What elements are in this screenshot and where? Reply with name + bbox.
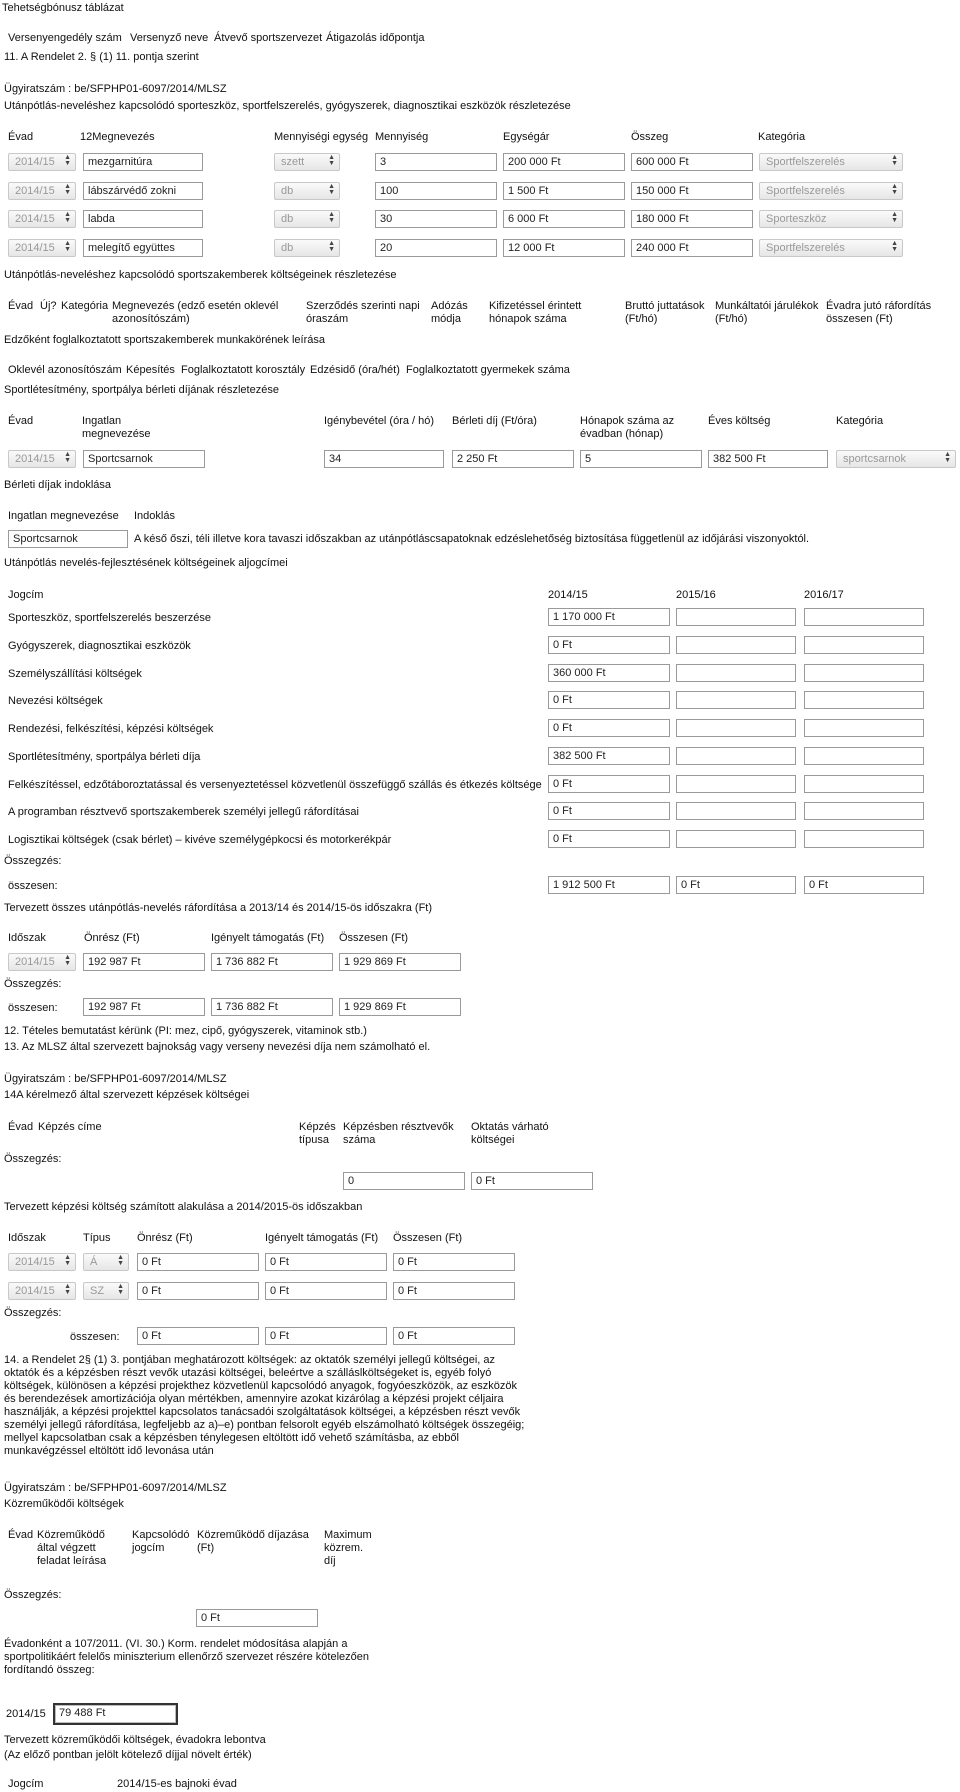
footnote-12: 12. Tételes bemutatást kérünk (PI: mez, cipő, gyógyszerek, vitaminok stb.) (4, 1025, 367, 1037)
subitem-2015-field[interactable] (676, 608, 796, 626)
staff-col-category: Kategória (61, 300, 109, 312)
subitems-col-title: Jogcím (8, 589, 44, 601)
season-select[interactable]: 2014/15 ▲ ▼ (8, 1253, 76, 1271)
select-arrows-icon: ▲ ▼ (64, 240, 71, 253)
select-arrows-icon: ▲ ▼ (891, 240, 898, 253)
unit-price-field[interactable]: 200 000 Ft (503, 153, 625, 171)
plan-own-total-field[interactable]: 0 Ft (137, 1327, 259, 1345)
fee-field[interactable]: 2 250 Ft (452, 450, 574, 468)
footnote-13: 13. Az MLSZ által szervezett bajnokság vagy verseny nevezési díja nem számolható el. (4, 1041, 431, 1053)
col-header-unit: Mennyiségi egység (274, 131, 369, 143)
season-select[interactable]: 2014/15 ▲ ▼ (8, 153, 76, 171)
rent-col-season: Évad (8, 415, 34, 427)
category-select[interactable]: Sportfelszerelés ▲ ▼ (759, 182, 903, 200)
planned-agent-note: (Az előző pontban jelölt kötelező díjjal növelt érték) (4, 1749, 252, 1761)
staff-col-contributions: Munkáltatói járulékok (Ft/hó) (715, 300, 819, 325)
unit-select[interactable]: db ▲ ▼ (274, 210, 340, 228)
annual-cost-field[interactable]: 382 500 Ft (708, 450, 828, 468)
season-select[interactable]: 2014/15 ▲ ▼ (8, 182, 76, 200)
col-header-category: Kategória (758, 131, 806, 143)
section-title-subitems: Utánpótlás nevelés-fejlesztésének költségeinek aljogcímei (4, 557, 288, 569)
planned-agent-title: Tervezett közreműködői költségek, évadokra lebontva (4, 1734, 266, 1746)
subitem-2016-field[interactable] (804, 775, 924, 793)
subitem-2016-field[interactable] (804, 691, 924, 709)
unit-price-field[interactable]: 12 000 Ft (503, 239, 625, 257)
total-2016-field[interactable]: 0 Ft (804, 876, 924, 894)
agent-plan-col-title: Jogcím (8, 1778, 44, 1790)
justification-text: A késő őszi, téli illetve kora tavaszi időszakban az utánpótláscsapatoknak edzéslehetőség biztosítása függetlenül az időjárási viszonyoktól. (134, 533, 810, 545)
coach-col-diploma: Oklevél azonosítószám (8, 364, 122, 376)
planned-total-total-field[interactable]: 1 929 869 Ft (339, 998, 461, 1016)
staff-col-season-cost: Évadra jutó ráfordítás összesen (Ft) (826, 300, 932, 325)
section-title-equipment: Utánpótlás-neveléshez kapcsolódó sporteszköz, sportfelszerelés, gyógyszerek, diagnosztikai eszközök részletezése (4, 100, 571, 112)
subitem-label: Logisztikai költségek (csak bérlet) – kivéve személygépkocsi és motorkerékpár (8, 834, 392, 846)
planned-sum-label: Összegzés: (4, 978, 62, 990)
rent-col-property: Ingatlan megnevezése (82, 415, 151, 440)
total-2014-field[interactable]: 1 912 500 Ft (548, 876, 670, 894)
plan-total-total-field[interactable]: 0 Ft (393, 1327, 515, 1345)
item-name-field[interactable]: lábszárvédő zokni (83, 182, 203, 200)
file-number: Ügyiratszám : be/SFPHP01-6097/2014/MLSZ (4, 83, 227, 95)
season-select[interactable]: 2014/15 ▲ ▼ (8, 450, 76, 468)
subitem-label: Sportlétesítmény, sportpálya bérleti díja (8, 751, 201, 763)
agent-col-season: Évad (8, 1529, 34, 1541)
agent-plan-col-league: 2014/15-es bajnoki évad (117, 1778, 237, 1790)
select-arrows-icon: ▲ ▼ (64, 1283, 71, 1296)
subitem-2014-field[interactable]: 0 Ft (548, 830, 670, 848)
subitems-col-2014: 2014/15 (548, 589, 588, 601)
total-2015-field[interactable]: 0 Ft (676, 876, 796, 894)
subitem-2016-field[interactable] (804, 608, 924, 626)
unit-select[interactable]: db ▲ ▼ (274, 182, 340, 200)
planned-col-own: Önrész (Ft) (84, 932, 140, 944)
select-arrows-icon: ▲ ▼ (64, 451, 71, 464)
agent-fee-sum-field[interactable]: 0 Ft (196, 1609, 318, 1627)
select-arrows-icon: ▲ ▼ (328, 211, 335, 224)
subitems-col-2016: 2016/17 (804, 589, 844, 601)
subitem-2016-field[interactable] (804, 636, 924, 654)
coach-col-qualification: Képesítés (126, 364, 175, 376)
select-arrows-icon: ▲ ▼ (891, 211, 898, 224)
planned-total-label: összesen: (8, 1002, 58, 1014)
plan-requested-total-field[interactable]: 0 Ft (265, 1327, 387, 1345)
select-arrows-icon: ▲ ▼ (64, 954, 71, 967)
item-name-field[interactable]: labda (83, 210, 203, 228)
total-field[interactable]: 150 000 Ft (631, 182, 753, 200)
planned-own-field[interactable]: 192 987 Ft (83, 953, 205, 971)
planned-col-requested: Igényelt támogatás (Ft) (211, 932, 325, 944)
staff-col-name: Megnevezés (edző esetén oklevél azonosítószám) (112, 300, 279, 325)
footnote-14: 14. a Rendelet 2§ (1) 3. pontjában meghatározott költségek: az oktatók személyi jellegű költségei, az oktatók és a képzésben részt vevők utazási költségei, beleértve a szálláslköltségeket is, egyéb folyó költségek, különösen a képzési projekthez közvetlenül kapcsolódó anyagok, fogyóeszközök, az eszközök és berendezések amortizációja olyan mértékben, amennyire azokat kizárólag a képzési projekt céljaira használják, a képzési projekttel kapcsolatos tanácsadói szolgáltatások költségei, a képzésben részt vevők személyi jellegű ráfordítása, legfeljebb az a)–e) pontban felsorolt egyéb elszámolható költségek összegéig; mellyel kapcsolatban csak a képzésben ténylegesen eltöltött idő vehető számításba, az ebből munkavégzéssel eltöltött idő levonása után (4, 1354, 525, 1457)
unit-select[interactable]: db ▲ ▼ (274, 239, 340, 257)
staff-col-season: Évad (8, 300, 34, 312)
subitem-2016-field[interactable] (804, 802, 924, 820)
section-title-training: 14A kérelmező által szervezett képzések költségei (4, 1089, 250, 1101)
select-arrows-icon: ▲ ▼ (64, 183, 71, 196)
select-arrows-icon: ▲ ▼ (117, 1254, 124, 1267)
select-arrows-icon: ▲ ▼ (64, 211, 71, 224)
season-select[interactable]: 2014/15 ▲ ▼ (8, 239, 76, 257)
season-select[interactable]: 2014/15 ▲ ▼ (8, 953, 76, 971)
staff-col-gross: Bruttó juttatások (Ft/hó) (625, 300, 705, 325)
quantity-field[interactable]: 30 (375, 210, 497, 228)
select-arrows-icon: ▲ ▼ (64, 154, 71, 167)
col-header-total: Összeg (631, 131, 669, 143)
plan-col-period: Időszak (8, 1232, 46, 1244)
type-select[interactable]: SZ ▲ ▼ (83, 1282, 129, 1300)
plan-own-field[interactable]: 0 Ft (137, 1282, 259, 1300)
file-number: Ügyiratszám : be/SFPHP01-6097/2014/MLSZ (4, 1482, 227, 1494)
page-title: Tehetségbónusz táblázat (2, 2, 124, 14)
subitem-2015-field[interactable] (676, 830, 796, 848)
planned-requested-total-field[interactable]: 1 736 882 Ft (211, 998, 333, 1016)
category-select[interactable]: Sporteszköz ▲ ▼ (759, 210, 903, 228)
season-select[interactable]: 2014/15 ▲ ▼ (8, 1282, 76, 1300)
coach-col-age-group: Foglalkoztatott korosztály (181, 364, 306, 376)
plan-total-label: összesen: (70, 1331, 120, 1343)
quantity-field[interactable]: 3 (375, 153, 497, 171)
plan-col-requested: Igényelt támogatás (Ft) (265, 1232, 379, 1244)
col-header-qty: Mennyiség (375, 131, 429, 143)
rendelet-note: 11. A Rendelet 2. § (1) 11. pontja szerint (4, 51, 199, 63)
agent-sum-label: Összegzés: (4, 1589, 62, 1601)
select-arrows-icon: ▲ ▼ (328, 154, 335, 167)
category-select[interactable]: Sportfelszerelés ▲ ▼ (759, 239, 903, 257)
coach-col-training-time: Edzésidő (óra/hét) (310, 364, 400, 376)
subitem-2016-field[interactable] (804, 719, 924, 737)
item-name-field[interactable]: mezgarnitúra (83, 153, 203, 171)
plan-col-type: Típus (83, 1232, 111, 1244)
training-col-participants: Képzésben résztvevők száma (343, 1121, 454, 1146)
mandatory-value-field[interactable]: 79 488 Ft (53, 1703, 178, 1725)
mandatory-fee-text: Évadonként a 107/2011. (VI. 30.) Korm. rendelet módosítása alapján a sportpolitikáért felelős miniszterium ellenőrző szervezet részére kötelezően fordítandó összeg: (4, 1638, 369, 1676)
section-title-planned: Tervezett összes utánpótlás-nevelés ráfordítása a 2013/14 és 2014/15-ös időszakra (Ft) (4, 902, 433, 914)
file-number: Ügyiratszám : be/SFPHP01-6097/2014/MLSZ (4, 1073, 227, 1085)
col-header-name: 12Megnevezés (80, 131, 155, 143)
plan-total-field[interactable]: 0 Ft (393, 1253, 515, 1271)
select-arrows-icon: ▲ ▼ (891, 154, 898, 167)
planned-col-period: Időszak (8, 932, 46, 944)
planned-total-field[interactable]: 1 929 869 Ft (339, 953, 461, 971)
coach-section-title: Edzőként foglalkoztatott sportszakemberek munkakörének leírása (4, 334, 325, 346)
planned-col-total: Összesen (Ft) (339, 932, 409, 944)
subitem-label: Gyógyszerek, diagnosztikai eszközök (8, 640, 191, 652)
quantity-field[interactable]: 20 (375, 239, 497, 257)
col-header-season: Évad (8, 131, 34, 143)
plan-col-total: Összesen (Ft) (393, 1232, 463, 1244)
unit-select[interactable]: szett ▲ ▼ (274, 153, 340, 171)
bonus-col-athlete: Versenyző neve (130, 32, 209, 44)
col-header-unit-price: Egységár (503, 131, 550, 143)
subitem-2015-field[interactable] (676, 802, 796, 820)
subitem-2014-field[interactable]: 0 Ft (548, 775, 670, 793)
select-arrows-icon: ▲ ▼ (328, 183, 335, 196)
training-col-expected: Oktatás várható költségei (471, 1121, 549, 1146)
subitem-2014-field[interactable]: 0 Ft (548, 691, 670, 709)
agent-col-max: Maximum közrem. díj (324, 1529, 372, 1567)
plan-col-own: Önrész (Ft) (137, 1232, 193, 1244)
bonus-col-license: Versenyengedély szám (8, 32, 122, 44)
subitem-2014-field[interactable]: 0 Ft (548, 636, 670, 654)
unit-price-field[interactable]: 6 000 Ft (503, 210, 625, 228)
select-arrows-icon: ▲ ▼ (944, 451, 951, 464)
category-select[interactable]: Sportfelszerelés ▲ ▼ (759, 153, 903, 171)
planned-requested-field[interactable]: 1 736 882 Ft (211, 953, 333, 971)
subitem-2015-field[interactable] (676, 691, 796, 709)
subitems-col-2015: 2015/16 (676, 589, 716, 601)
subitem-label: Nevezési költségek (8, 695, 103, 707)
rent-col-months: Hónapok száma az évadban (hónap) (580, 415, 675, 440)
item-name-field[interactable]: melegítő együttes (83, 239, 203, 257)
subitems-sum-label: Összegzés: (4, 855, 62, 867)
training-sum-label: Összegzés: (4, 1153, 62, 1165)
subitem-2016-field[interactable] (804, 830, 924, 848)
rent-col-fee: Bérleti díj (Ft/óra) (452, 415, 537, 427)
plan-requested-field[interactable]: 0 Ft (265, 1253, 387, 1271)
select-arrows-icon: ▲ ▼ (64, 1254, 71, 1267)
season-select[interactable]: 2014/15 ▲ ▼ (8, 210, 76, 228)
rent-col-annual: Éves költség (708, 415, 771, 427)
unit-price-field[interactable]: 1 500 Ft (503, 182, 625, 200)
subitem-2015-field[interactable] (676, 636, 796, 654)
justification-col-reason: Indoklás (134, 510, 175, 522)
subitem-label: Sporteszköz, sportfelszerelés beszerzése (8, 612, 211, 624)
rent-col-usage: Igénybevétel (óra / hó) (324, 415, 435, 427)
coach-col-children: Foglalkoztatott gyermekek száma (406, 364, 570, 376)
subitem-2015-field[interactable] (676, 664, 796, 682)
total-field[interactable]: 240 000 Ft (631, 239, 753, 257)
rent-category-select[interactable]: sportcsarnok ▲ ▼ (836, 450, 956, 468)
training-cost-sum-field[interactable]: 0 Ft (471, 1172, 593, 1190)
section-title-rent: Sportlétesítmény, sportpálya bérleti díjának részletezése (4, 384, 279, 396)
subitem-2014-field[interactable]: 0 Ft (548, 802, 670, 820)
subitem-label: Felkészítéssel, edzőtáboroztatással és versenyeztetéssel közvetlenül összefüggő szállás és étkezés költsége (8, 779, 542, 791)
plan-total-field[interactable]: 0 Ft (393, 1282, 515, 1300)
subitem-2015-field[interactable] (676, 775, 796, 793)
property-field[interactable]: Sportcsarnok (83, 450, 205, 468)
training-col-season: Évad (8, 1121, 34, 1133)
training-col-type: Képzés típusa (299, 1121, 336, 1146)
type-select[interactable]: Á ▲ ▼ (83, 1253, 129, 1271)
plan-own-field[interactable]: 0 Ft (137, 1253, 259, 1271)
staff-col-daily-hours: Szerződés szerinti napi óraszám (306, 300, 420, 325)
agent-col-task: Közreműködő által végzett feladat leírása (37, 1529, 107, 1567)
staff-col-tax: Adózás módja (431, 300, 468, 325)
rent-justification-title: Bérleti díjak indoklása (4, 479, 112, 491)
subitem-2016-field[interactable] (804, 664, 924, 682)
subitem-label: Személyszállítási költségek (8, 668, 142, 680)
subitem-2015-field[interactable] (676, 719, 796, 737)
months-field[interactable]: 5 (580, 450, 702, 468)
select-arrows-icon: ▲ ▼ (117, 1283, 124, 1296)
training-participants-sum-field[interactable]: 0 (343, 1172, 465, 1190)
rent-col-category: Kategória (836, 415, 884, 427)
subitem-2014-field[interactable]: 360 000 Ft (548, 664, 670, 682)
subitem-label: Rendezési, felkészítési, képzési költségek (8, 723, 214, 735)
training-plan-title: Tervezett képzési költség számított alakulása a 2014/2015-ös időszakban (4, 1201, 363, 1213)
bonus-col-transfer-date: Átigazolás időpontja (326, 32, 425, 44)
section-title-staff: Utánpótlás-neveléshez kapcsolódó sportszakemberek költségeinek részletezése (4, 269, 397, 281)
total-field[interactable]: 600 000 Ft (631, 153, 753, 171)
bonus-col-club: Átvevő sportszervezet (214, 32, 323, 44)
staff-col-new: Új? (40, 300, 57, 312)
justification-property-field[interactable]: Sportcsarnok (8, 530, 128, 548)
subitem-2014-field[interactable]: 1 170 000 Ft (548, 608, 670, 626)
justification-col-property: Ingatlan megnevezése (8, 510, 119, 522)
total-field[interactable]: 180 000 Ft (631, 210, 753, 228)
subitem-2016-field[interactable] (804, 747, 924, 765)
plan-requested-field[interactable]: 0 Ft (265, 1282, 387, 1300)
select-arrows-icon: ▲ ▼ (891, 183, 898, 196)
mandatory-season: 2014/15 (6, 1708, 46, 1720)
planned-own-total-field[interactable]: 192 987 Ft (83, 998, 205, 1016)
subitem-2014-field[interactable]: 382 500 Ft (548, 747, 670, 765)
usage-field[interactable]: 34 (324, 450, 444, 468)
subitem-2015-field[interactable] (676, 747, 796, 765)
section-title-agent: Közreműködői költségek (4, 1498, 124, 1510)
subitem-2014-field[interactable]: 0 Ft (548, 719, 670, 737)
plan-sum-label: Összegzés: (4, 1307, 62, 1319)
agent-col-fee: Közreműködő díjazása (Ft) (197, 1529, 309, 1554)
subitems-total-label: összesen: (8, 880, 58, 892)
select-arrows-icon: ▲ ▼ (328, 240, 335, 253)
staff-col-months: Kifizetéssel érintett hónapok száma (489, 300, 582, 325)
subitem-label: A programban résztvevő sportszakemberek személyi jellegű ráfordításai (8, 806, 359, 818)
training-col-name: Képzés címe (38, 1121, 102, 1133)
quantity-field[interactable]: 100 (375, 182, 497, 200)
agent-col-entitlement: Kapcsolódó jogcím (132, 1529, 190, 1554)
